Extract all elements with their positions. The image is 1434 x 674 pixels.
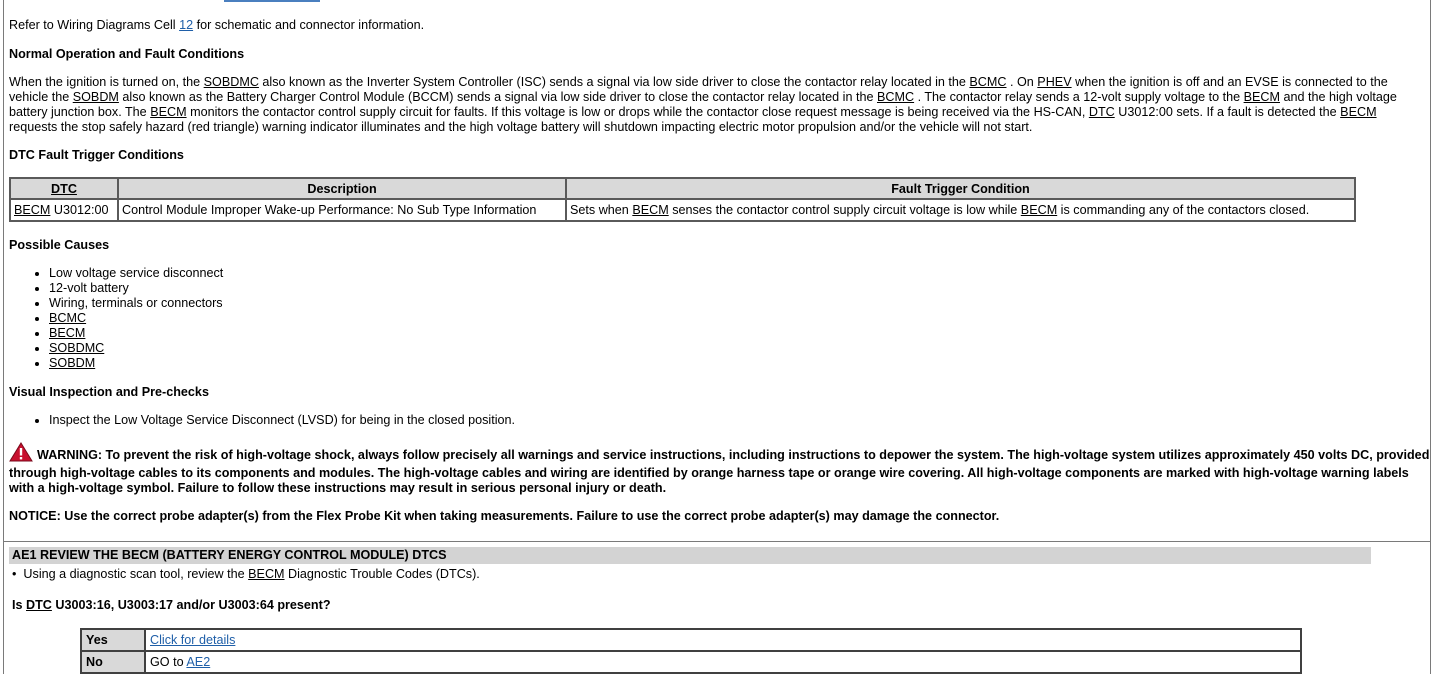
wiring-cell-link[interactable]: 12: [179, 18, 194, 32]
dtc-link[interactable]: DTC: [1088, 105, 1115, 119]
no-value-cell: GO to AE2: [145, 651, 1301, 673]
warning-block: [9, 442, 1433, 496]
question-dtc-link[interactable]: DTC: [26, 598, 52, 612]
phev-link[interactable]: PHEV: [1037, 75, 1072, 89]
step-becm-link[interactable]: BECM: [248, 567, 285, 581]
becm-row-link[interactable]: BECM: [14, 203, 51, 217]
visual-inspection-heading: Visual Inspection and Pre-checks: [9, 385, 209, 399]
sobdm-link[interactable]: SOBDM: [72, 90, 119, 104]
table-header-row: [10, 178, 1355, 199]
cause-becm-link[interactable]: BECM: [49, 326, 86, 340]
possible-causes-list: [9, 266, 223, 371]
list-item: • Low voltage service disconnect: [49, 266, 223, 281]
warning-triangle-icon: [9, 442, 33, 466]
list-item: [49, 356, 223, 371]
step-title-bar: AE1 REVIEW THE BECM (BATTERY ENERGY CONTROL MODULE) DTCS: [9, 547, 1371, 564]
section-divider: [3, 541, 1431, 542]
dtc-fault-table: [9, 177, 1356, 222]
list-item: • Inspect the Low Voltage Service Disconnect (LVSD) for being in the closed position.: [49, 413, 515, 428]
col-description-header: Description: [118, 178, 566, 199]
step-question: Is DTC U3003:16, U3003:17 and/or U3003:64 present?: [12, 598, 331, 612]
cause-sobdmc-link[interactable]: SOBDMC: [49, 341, 105, 355]
bcmc-link-2[interactable]: BCMC: [877, 90, 915, 104]
yes-label: Yes: [81, 629, 145, 651]
condition-cell: Sets when BECM senses the contactor control supply circuit voltage is low while BECM is commanding any of the contactors closed.: [566, 199, 1355, 221]
list-item: • Wiring, terminals or connectors: [49, 296, 223, 311]
bcmc-link[interactable]: BCMC: [969, 75, 1007, 89]
becm-cond-link-2[interactable]: BECM: [1020, 203, 1058, 217]
table-row: [81, 651, 1301, 673]
visual-inspection-list: [9, 413, 515, 428]
yes-value-cell: [145, 629, 1301, 651]
table-row: [81, 629, 1301, 651]
col-dtc-header[interactable]: DTC: [10, 178, 118, 199]
dtc-fault-heading: DTC Fault Trigger Conditions: [9, 148, 184, 162]
list-item: [49, 311, 223, 326]
normal-operation-paragraph: When the ignition is turned on, the SOBDMC also known as the Inverter System Controller (ISC) sends a signal via low side driver to close the contactor relay located in the BCMC . On PHEV when the ignition is off and an EVSE is connected to the vehicle the SOBDM also known as the Battery Charger Control Module (BCCM) sends a signal via low side driver to close the contactor relay located in the BCMC . The contactor relay sends a 12-volt supply voltage to the BECM and the high voltage battery junction box. The BECM monitors the contactor control supply circuit for faults. If this voltage is low or drops while the contactor close request message is being received via the HS-CAN, DTC U3012:00 sets. If a fault is detected the BECM requests the stop safely hazard (red triangle) warning indicator illuminates and the high voltage battery will shutdown impacting electric motor propulsion and/or the vehicle will not start.: [9, 75, 1397, 134]
col-condition-header: Fault Trigger Condition: [566, 178, 1355, 199]
dtc-cell: BECM U3012:00: [10, 199, 118, 221]
yes-no-table: [80, 628, 1302, 674]
list-item: [49, 341, 223, 356]
becm-link-2[interactable]: BECM: [150, 105, 187, 119]
list-item: • 12-volt battery: [49, 281, 223, 296]
normal-operation-text: [9, 75, 1427, 135]
step-instruction: • Using a diagnostic scan tool, review the BECM Diagnostic Trouble Codes (DTCs).: [12, 567, 480, 581]
click-for-details-link[interactable]: Click for details: [150, 633, 236, 647]
list-item: [49, 326, 223, 341]
becm-link[interactable]: BECM: [1243, 90, 1280, 104]
description-cell: Control Module Improper Wake-up Performance: No Sub Type Information: [118, 199, 566, 221]
cause-bcmc-link[interactable]: BCMC: [49, 311, 87, 325]
top-tab-indicator: [224, 0, 320, 2]
cause-sobdm-link[interactable]: SOBDM: [49, 356, 96, 370]
becm-link-3[interactable]: BECM: [1340, 105, 1377, 119]
go-to-ae2-link[interactable]: AE2: [186, 655, 211, 669]
sobdmc-link[interactable]: SOBDMC: [203, 75, 259, 89]
intro-line: Refer to Wiring Diagrams Cell 12 for schematic and connector information.: [9, 18, 425, 32]
normal-operation-heading: Normal Operation and Fault Conditions: [9, 47, 245, 61]
becm-cond-link[interactable]: BECM: [632, 203, 669, 217]
notice-text: NOTICE: Use the correct probe adapter(s) from the Flex Probe Kit when taking measurements. Failure to use the correct probe adapter(s) may damage the connector.: [9, 509, 1000, 523]
possible-causes-heading: Possible Causes: [9, 238, 110, 252]
warning-text: WARNING: To prevent the risk of high-voltage shock, always follow precisely all warnings and service instructions, including instructions to depower the system. The high-voltage system utilizes approximately 450 volts DC, provided through high-voltage cables to its components and modules. The high-voltage cables and wiring are identified by orange harness tape or orange wire covering. All high-voltage components are marked with high-voltage warning labels with a high-voltage symbol. Failure to follow these instructions may result in serious personal injury or death.: [9, 448, 1430, 495]
no-label: No: [81, 651, 145, 673]
table-row: [10, 199, 1355, 221]
